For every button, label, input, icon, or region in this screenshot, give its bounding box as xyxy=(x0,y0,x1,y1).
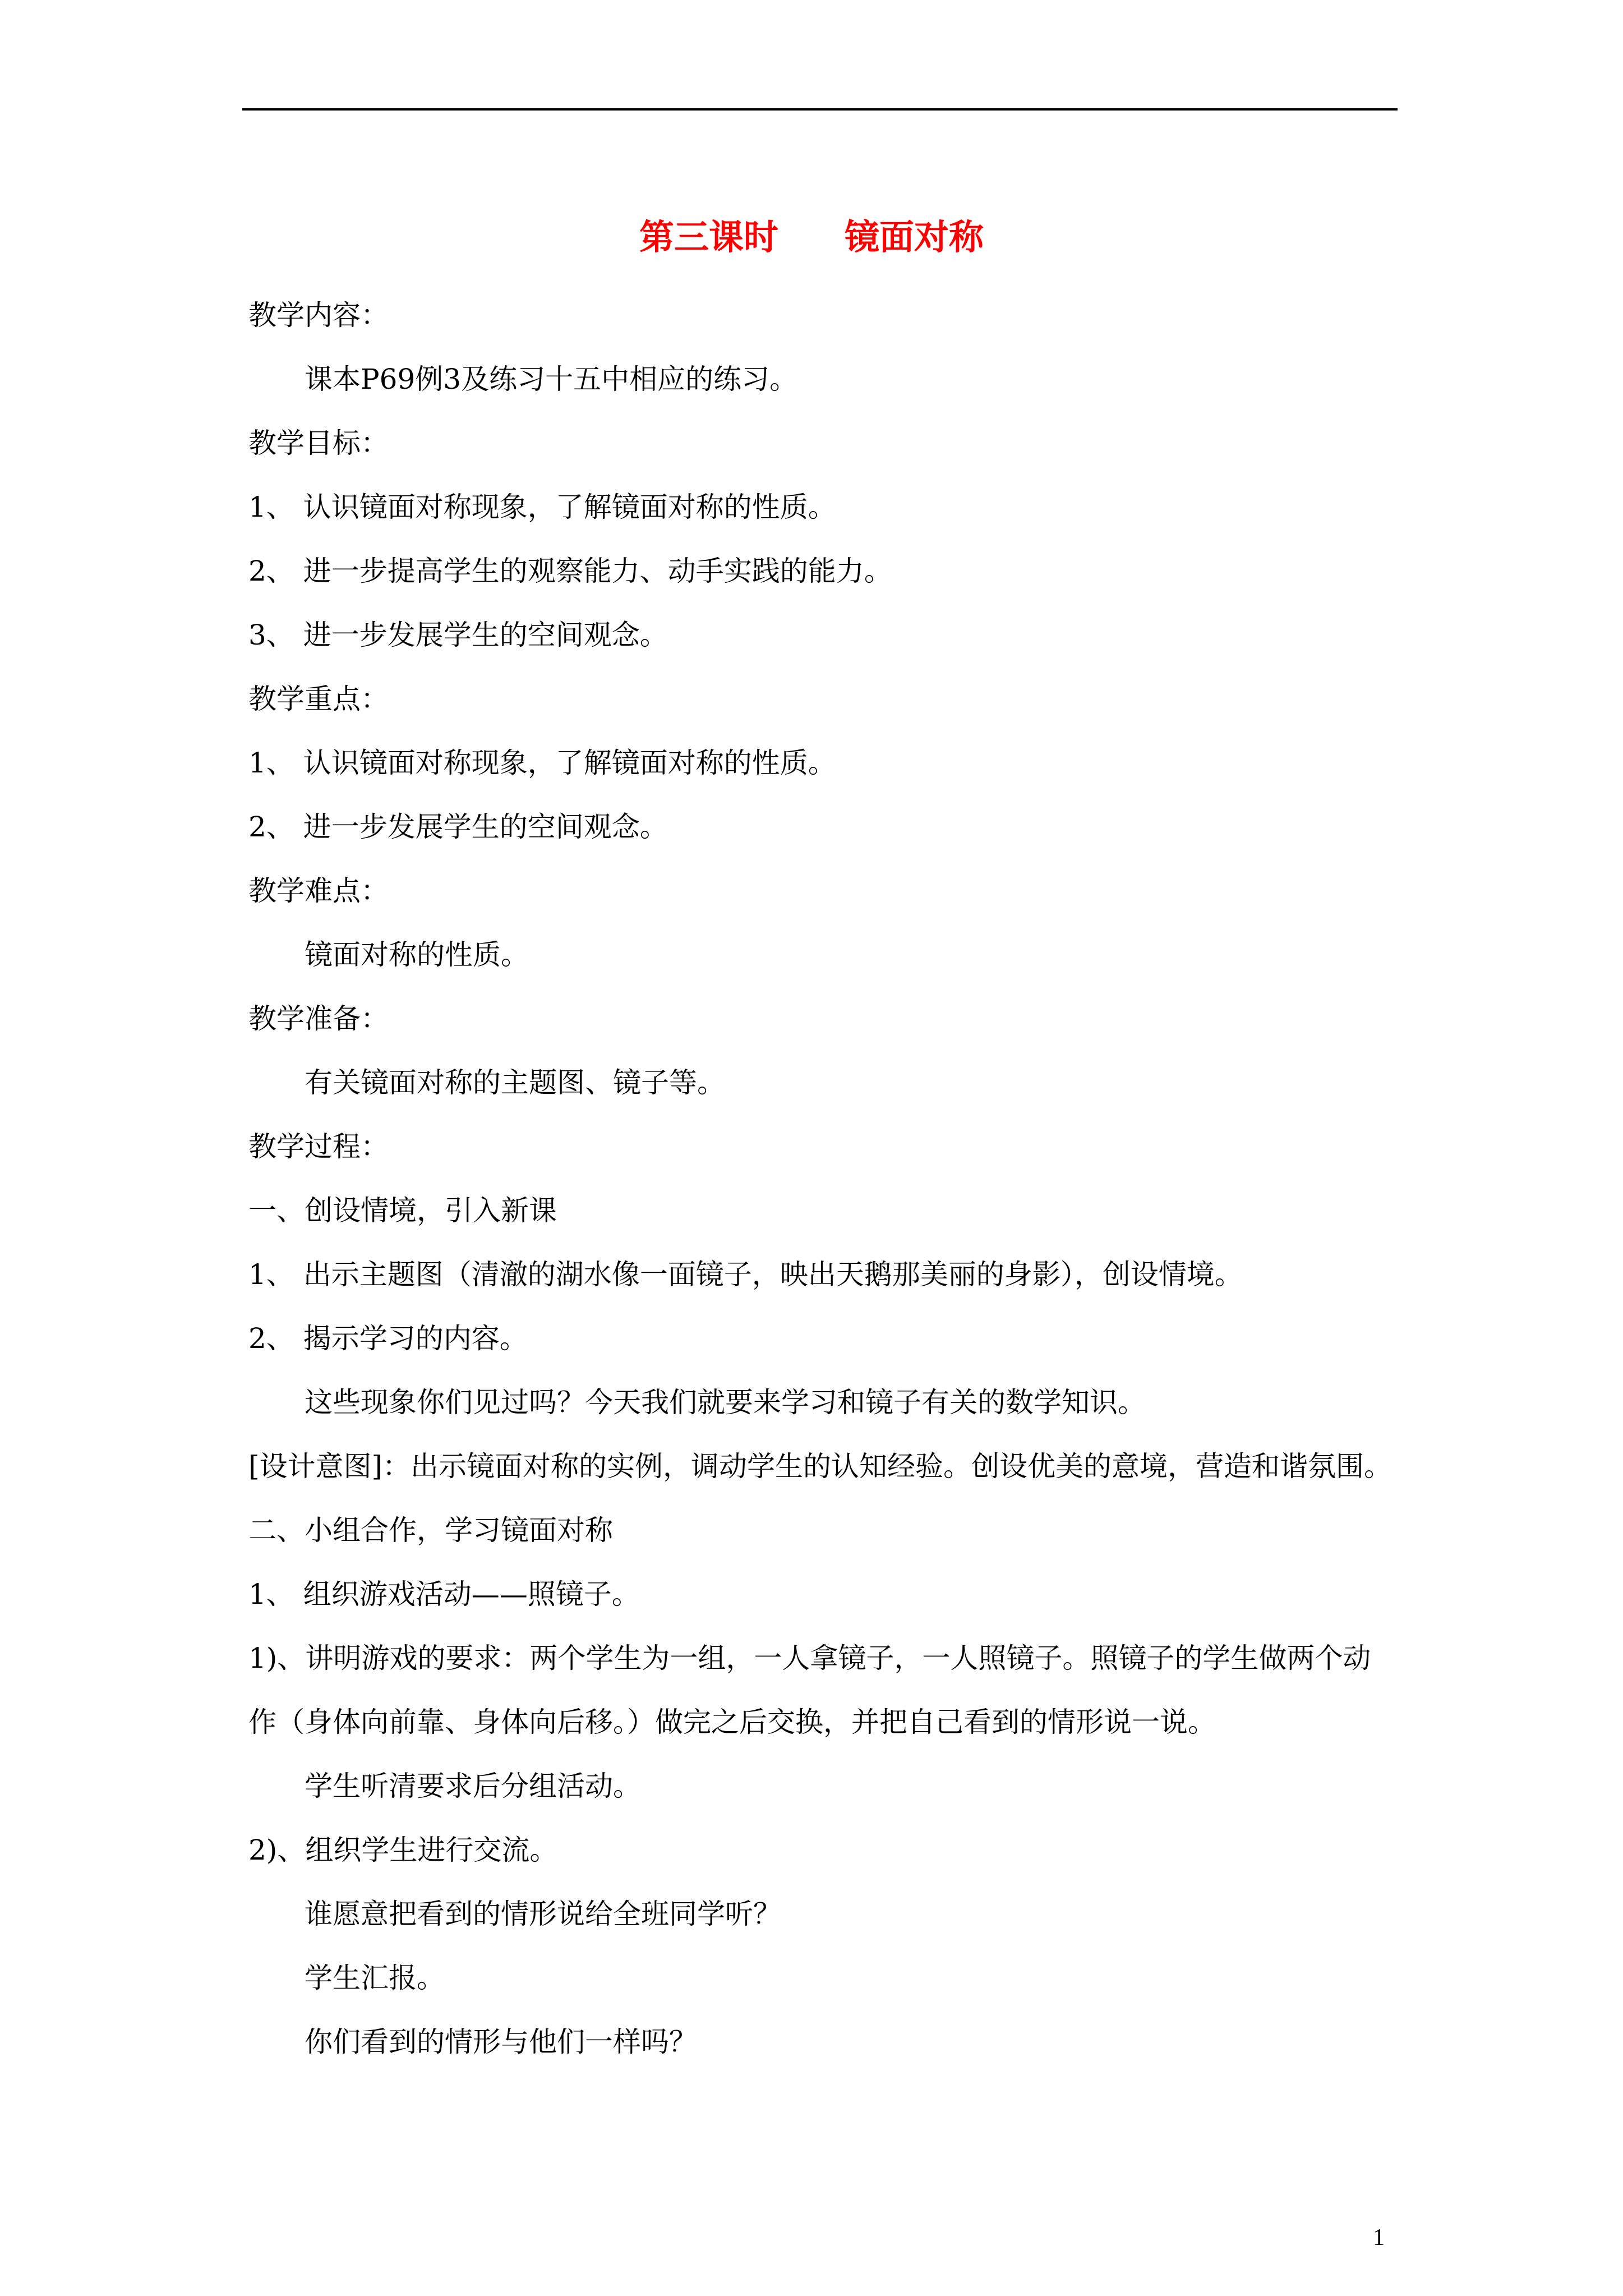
teaching-content-text: 课本P69例3及练习十五中相应的练习。 xyxy=(305,363,798,395)
paragraph: 这些现象你们见过吗？今天我们就要来学习和镜子有关的数学知识。 xyxy=(305,1386,1146,1419)
paragraph: 2)、组织学生进行交流。 xyxy=(248,1834,558,1866)
preparation-text: 有关镜面对称的主题图、镜子等。 xyxy=(305,1066,725,1099)
heading-difficulties: 教学难点： xyxy=(248,875,389,907)
paragraph: 谁愿意把看到的情形说给全班同学听？ xyxy=(305,1898,781,1930)
paragraph: 1、 出示主题图（清澈的湖水像一面镜子，映出天鹅那美丽的身影），创设情境。 xyxy=(248,1258,1243,1291)
design-intent: [设计意图]：出示镜面对称的实例，调动学生的认知经验。创设优美的意境，营造和谐氛围。 xyxy=(248,1450,1393,1483)
heading-teaching-content: 教学内容： xyxy=(248,299,389,332)
heading-teaching-goals: 教学目标： xyxy=(248,427,389,459)
paragraph: 学生听清要求后分组活动。 xyxy=(305,1770,641,1802)
paragraph: 作（身体向前靠、身体向后移。）做完之后交换，并把自己看到的情形说一说。 xyxy=(248,1706,1216,1738)
heading-process: 教学过程： xyxy=(248,1130,389,1163)
goal-item: 1、 认识镜面对称现象，了解镜面对称的性质。 xyxy=(248,491,836,523)
heading-key-points: 教学重点： xyxy=(248,683,389,715)
paragraph: 1、 组织游戏活动——照镜子。 xyxy=(248,1578,640,1611)
goal-item: 2、 进一步提高学生的观察能力、动手实践的能力。 xyxy=(248,555,892,587)
paragraph: 1)、讲明游戏的要求：两个学生为一组，一人拿镜子，一人照镜子。照镜子的学生做两个动 xyxy=(248,1642,1371,1674)
page-number: 1 xyxy=(1373,2225,1385,2251)
paragraph: 2、 揭示学习的内容。 xyxy=(248,1322,528,1355)
header-rule xyxy=(242,108,1398,111)
goal-item: 3、 进一步发展学生的空间观念。 xyxy=(248,619,668,651)
difficulty-text: 镜面对称的性质。 xyxy=(305,938,529,971)
title-topic: 镜面对称 xyxy=(845,217,984,257)
document-title xyxy=(0,212,1623,263)
section-heading: 一、创设情境，引入新课 xyxy=(248,1194,557,1227)
paragraph: 学生汇报。 xyxy=(305,1962,445,1994)
section-heading: 二、小组合作，学习镜面对称 xyxy=(248,1514,613,1547)
heading-preparation: 教学准备： xyxy=(248,1002,389,1035)
key-point-item: 2、 进一步发展学生的空间观念。 xyxy=(248,811,668,843)
title-lesson: 第三课时 xyxy=(639,217,778,257)
paragraph: 你们看到的情形与他们一样吗？ xyxy=(305,2026,697,2058)
key-point-item: 1、 认识镜面对称现象，了解镜面对称的性质。 xyxy=(248,747,836,779)
